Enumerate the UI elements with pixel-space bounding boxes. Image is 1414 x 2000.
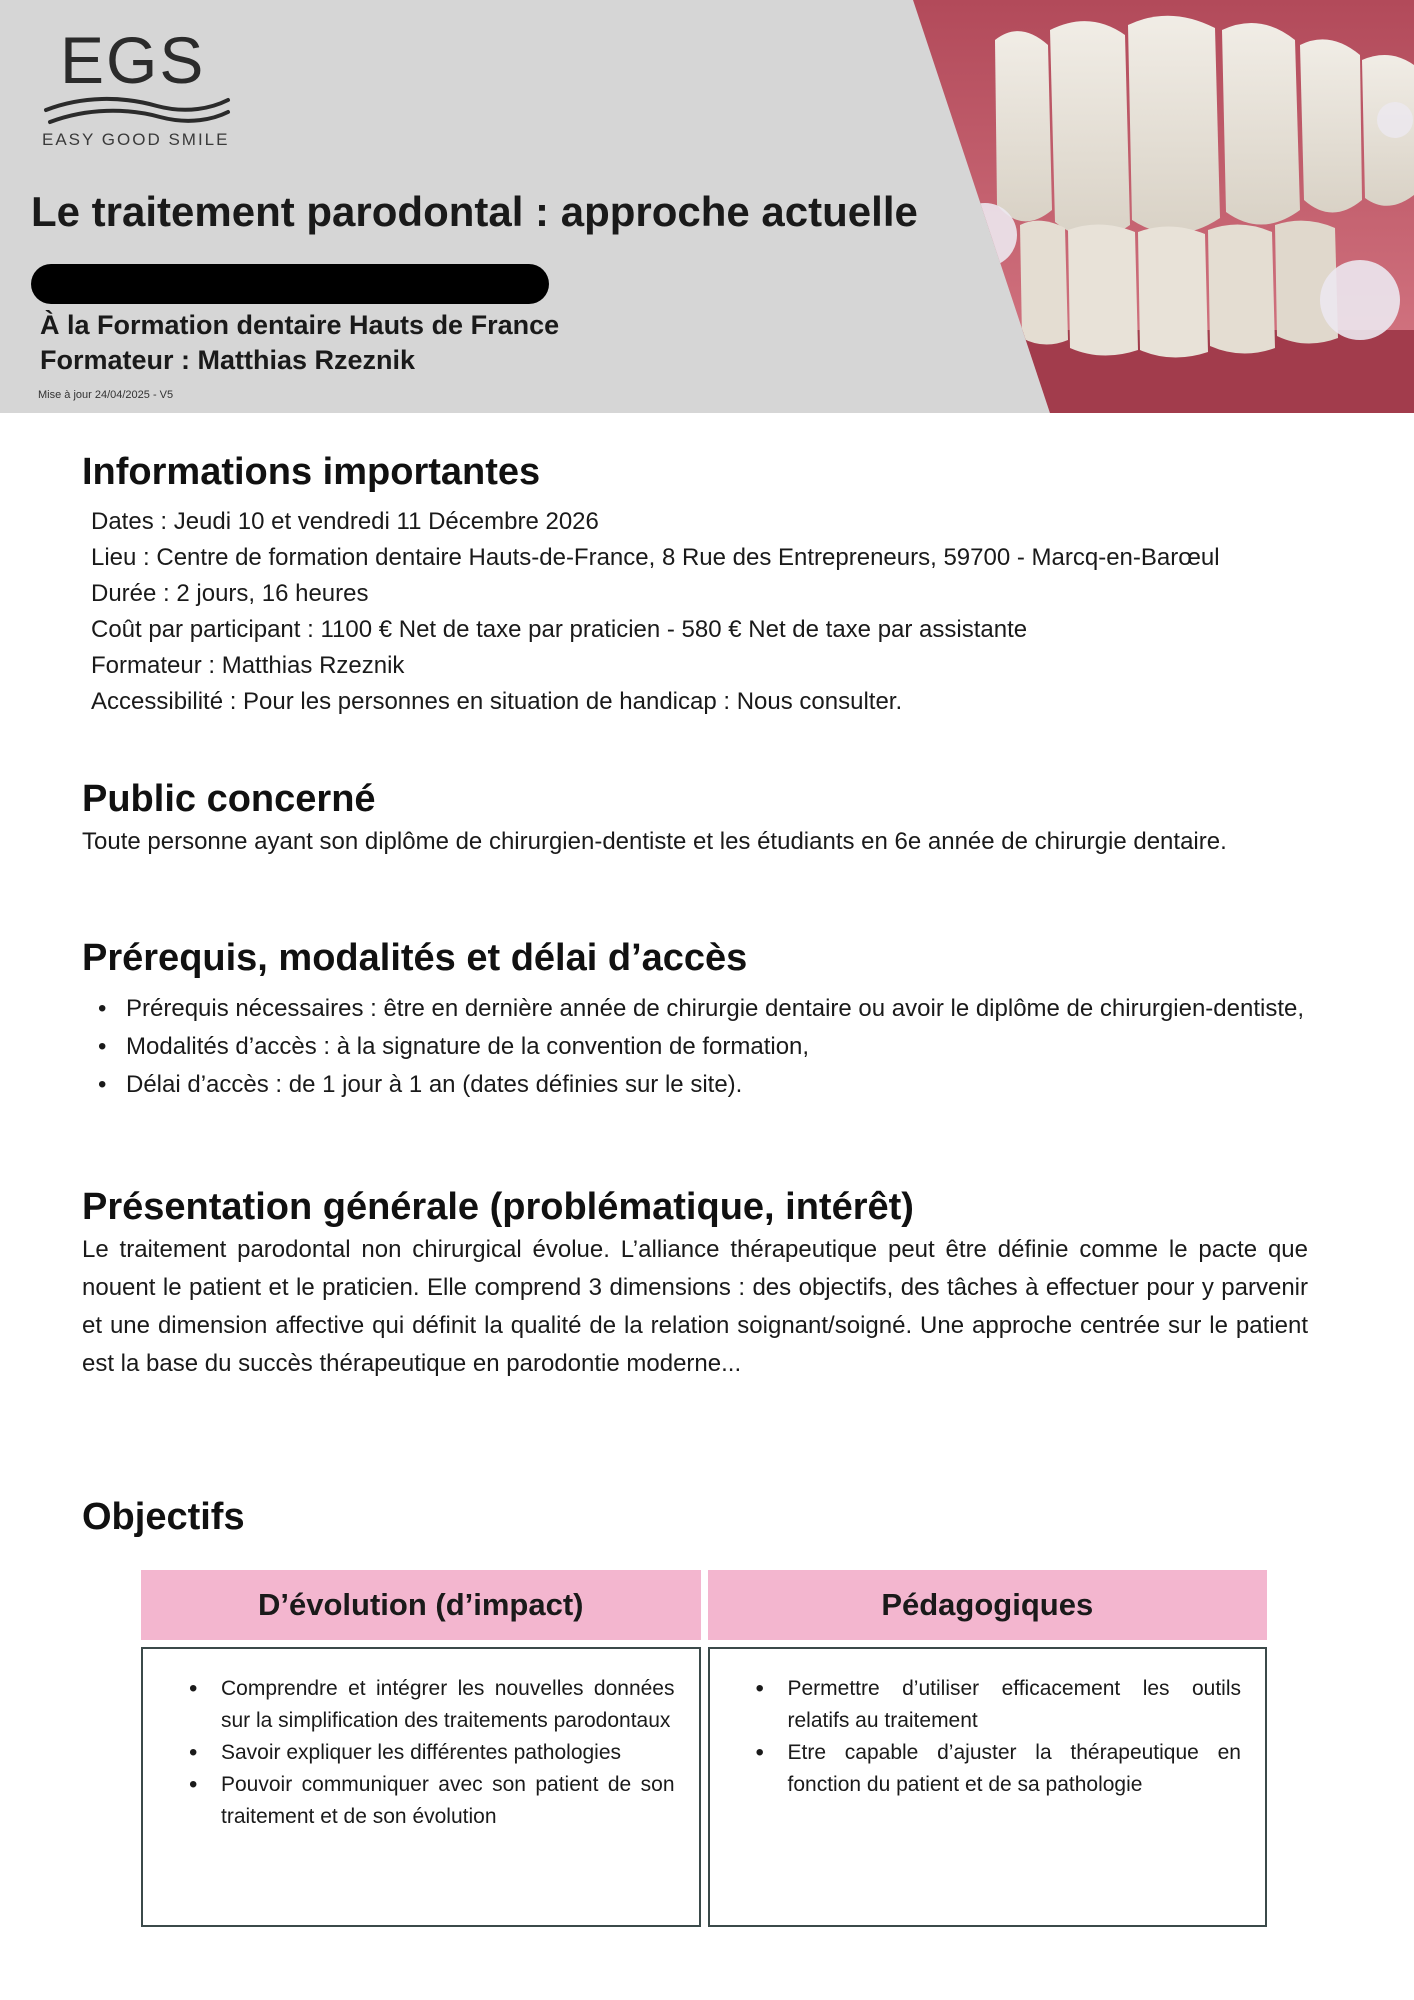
public-heading: Public concerné: [82, 778, 376, 820]
list-item: • Comprendre et intégrer les nouvelles données sur la simplification des traitements parodontaux: [189, 1673, 675, 1737]
info-location: Lieu : Centre de formation dentaire Hauts-de-France, 8 Rue des Entrepreneurs, 59700 - Marcq-en-Barœul: [91, 543, 1220, 571]
info-accessibility: Accessibilité : Pour les personnes en situation de handicap : Nous consulter.: [91, 687, 903, 715]
objectives-section: [82, 1495, 1308, 1541]
logo-letters: EGS: [60, 23, 206, 97]
presentation-section: [82, 1185, 1308, 1383]
list-item: • Modalités d’accès : à la signature de la convention de formation,: [82, 1028, 1308, 1066]
column-header-impact: D’évolution (d’impact): [141, 1570, 701, 1640]
info-list: [82, 504, 1308, 720]
info-duration: Durée : 2 jours, 16 heures: [91, 579, 369, 607]
objectives-table-body: [141, 1647, 1267, 1927]
objectives-table-header: [141, 1570, 1267, 1640]
objectives-table: [141, 1570, 1267, 1927]
objectives-heading: Objectifs: [82, 1496, 245, 1538]
list-item: • Etre capable d’ajuster la thérapeutique en fonction du patient et de sa pathologie: [756, 1737, 1242, 1801]
logo-wave-icon: [42, 94, 232, 128]
venue-line: À la Formation dentaire Hauts de France: [40, 310, 560, 340]
presentation-text: Le traitement parodontal non chirurgical évolue. L’alliance thérapeutique peut être définie comme le pacte que nouent le patient et le praticien. Elle comprend 3 dimensions : des objectifs, des tâches à effectuer pour y parvenir et une dimension affective qui définit la qualité de la relation soignant/soigné. Une approche centrée sur le patient est la base du succès thérapeutique en parodontie moderne...: [82, 1235, 1308, 1377]
redaction-bar: [31, 264, 549, 304]
list-item: • Permettre d’utiliser efficacement les outils relatifs au traitement: [756, 1673, 1242, 1737]
egs-logo: [42, 22, 242, 152]
presentation-heading: Présentation générale (problématique, intérêt): [82, 1186, 914, 1228]
list-item: • Savoir expliquer les différentes pathologies: [189, 1737, 675, 1769]
prereq-list: [82, 990, 1308, 1104]
header-banner: [0, 0, 1414, 413]
public-text: Toute personne ayant son diplôme de chirurgien-dentiste et les étudiants en 6e année de chirurgie dentaire.: [82, 827, 1227, 855]
info-section: [82, 450, 1308, 720]
logo-tagline: EASY GOOD SMILE: [42, 130, 230, 149]
pedagogic-cell: [708, 1647, 1268, 1927]
impact-list: [189, 1673, 675, 1833]
info-trainer: Formateur : Matthias Rzeznik: [91, 651, 405, 679]
page-title: Le traitement parodontal : approche actuelle: [31, 188, 918, 235]
info-cost: Coût par participant : 1100 € Net de taxe par praticien - 580 € Net de taxe par assistante: [91, 615, 1028, 643]
prereq-heading: Prérequis, modalités et délai d’accès: [82, 937, 748, 979]
list-item: • Pouvoir communiquer avec son patient de son traitement et de son évolution: [189, 1769, 675, 1833]
info-dates: Dates : Jeudi 10 et vendredi 11 Décembre 2026: [91, 507, 599, 535]
update-note: Mise à jour 24/04/2025 - V5: [38, 389, 174, 401]
public-section: [82, 777, 1308, 861]
trainer-line: Formateur : Matthias Rzeznik: [40, 345, 416, 375]
impact-cell: [141, 1647, 701, 1927]
list-item: • Prérequis nécessaires : être en dernière année de chirurgie dentaire ou avoir le diplôme de chirurgien-dentiste,: [82, 990, 1308, 1028]
main-content: [82, 450, 1308, 1538]
column-header-pedagogic: Pédagogiques: [708, 1570, 1268, 1640]
prereq-section: [82, 936, 1308, 1104]
pedagogic-list: [756, 1673, 1242, 1801]
info-heading: Informations importantes: [82, 451, 541, 493]
list-item: • Délai d’accès : de 1 jour à 1 an (dates définies sur le site).: [82, 1066, 1308, 1104]
